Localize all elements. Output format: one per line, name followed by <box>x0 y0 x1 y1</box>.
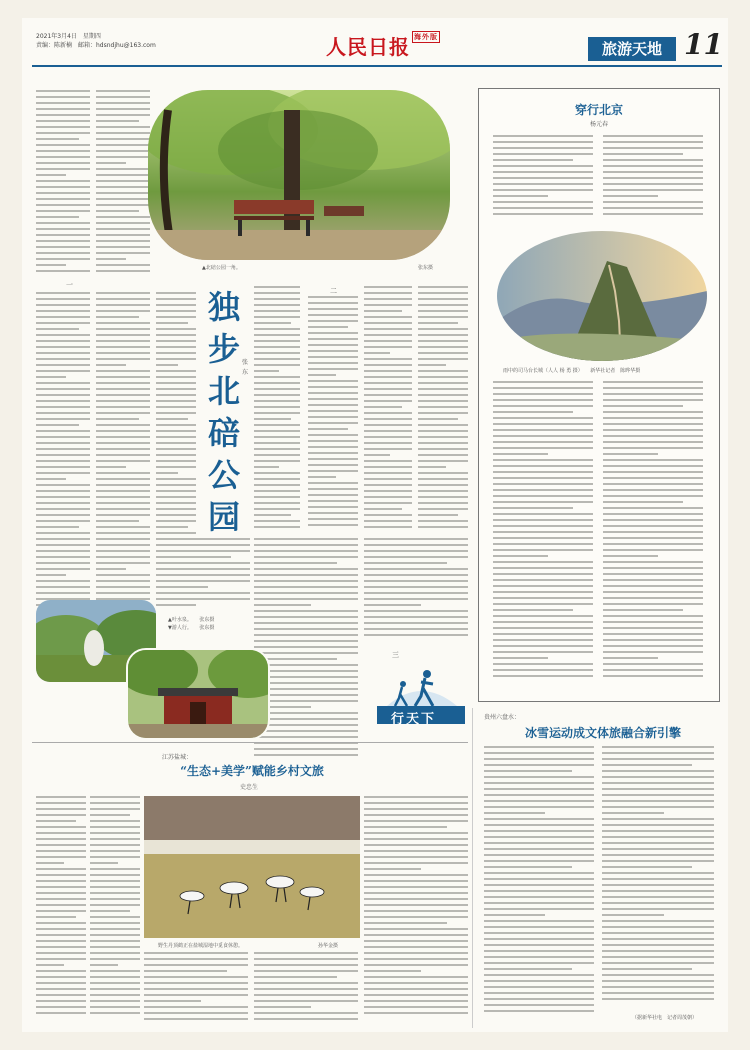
sidebar-text-bottom-left <box>493 381 593 691</box>
page-number: 11 <box>684 28 723 61</box>
guizhou-text-col2 <box>602 746 714 1008</box>
jiangsu-text-col3 <box>144 952 248 1024</box>
sidebar-article-box <box>478 88 720 702</box>
main-article-text-col2-mid <box>96 292 150 610</box>
main-article-text-col6 <box>364 286 412 530</box>
temple-gate-photo <box>126 648 270 740</box>
newspaper-page <box>22 18 728 1032</box>
park-bench-image <box>148 90 450 260</box>
great-wall-image <box>497 231 707 361</box>
great-wall-photo <box>497 231 707 361</box>
section-mark-2: 二 <box>330 287 337 295</box>
section-divider-left <box>32 742 468 743</box>
header-info <box>36 32 156 50</box>
jiangsu-text-col4 <box>254 952 358 1024</box>
jiangsu-subtitle: 江苏盐城： <box>162 754 193 761</box>
logo-edition: 海外版 <box>414 32 438 41</box>
sidebar-text-top-left <box>493 135 593 225</box>
sidebar-text-bottom-right <box>603 381 703 691</box>
jiangsu-title: “生态+美学”赋能乡村文旅 <box>180 764 324 778</box>
section-mark-3: 三 <box>392 651 399 659</box>
column-logo-label: 行天下 <box>391 712 437 727</box>
section-title: 旅游天地 <box>588 37 676 61</box>
main-article-text-col1-mid <box>36 292 90 610</box>
jiangsu-text-col1 <box>36 796 86 1024</box>
main-article-text-col1-top <box>36 90 90 278</box>
guizhou-title: 冰雪运动成文体旅融合新引擎 <box>524 726 681 740</box>
main-article-text-col7 <box>418 286 468 530</box>
crane-photo-credit: 孙华金摄 <box>318 943 339 949</box>
main-article-text-lower-b <box>254 538 358 768</box>
photo2-caption: ▲叶水泉。 张东摄 ▼游人行。 张东摄 <box>168 617 215 631</box>
issue-date: 2021年3月4日 星期四 <box>36 33 101 40</box>
jiangsu-author: 史忠生 <box>240 784 259 791</box>
guizhou-subtitle: 贵州六盘水： <box>484 714 521 721</box>
logo-text: 人民日报 <box>326 35 410 59</box>
main-article-author: 张东 <box>242 359 249 376</box>
main-article-text-lower-c <box>364 538 468 646</box>
column-divider <box>472 708 473 1028</box>
section-mark-1: 一 <box>66 281 73 289</box>
main-article-title: 独步北碚公园 <box>207 288 240 536</box>
jiangsu-text-col5 <box>364 796 468 1024</box>
main-article-text-col4 <box>254 286 300 530</box>
sidebar-article-author: 杨元春 <box>589 121 608 128</box>
header-rule <box>32 65 722 67</box>
main-article-text-col5 <box>308 296 358 530</box>
column-logo <box>377 666 465 727</box>
temple-gate-image <box>128 650 268 738</box>
park-bench-photo <box>148 90 450 260</box>
crane-wetland-image <box>144 796 360 938</box>
main-article-text-col2-top <box>96 90 150 278</box>
photo1-credit: 张东摄 <box>418 265 434 271</box>
sidebar-article-title: 穿行北京 <box>574 103 623 117</box>
main-article-text-lower-a <box>156 538 250 608</box>
editor-info: 责编：陈新楠 邮箱：hdsndjhu@163.com <box>36 42 156 49</box>
jiangsu-text-col2 <box>90 796 140 1024</box>
page-header <box>22 18 728 66</box>
guizhou-source: （据新华社电 记者周茂朝） <box>632 1015 698 1021</box>
crane-wetland-photo <box>144 796 360 938</box>
crane-photo-caption: 野生丹顶鹤正在盐城湿地中觅食休憩。 <box>158 943 244 949</box>
newspaper-logo <box>326 31 440 60</box>
great-wall-caption: 雨中的司马台长城（人人 杨 勇 摄） 新华社记者 陈晔华摄 <box>503 368 641 374</box>
guizhou-text-col1 <box>484 746 594 1024</box>
photo1-caption: ▲北碚公园一角。 <box>202 265 241 271</box>
sidebar-text-top-right <box>603 135 703 225</box>
